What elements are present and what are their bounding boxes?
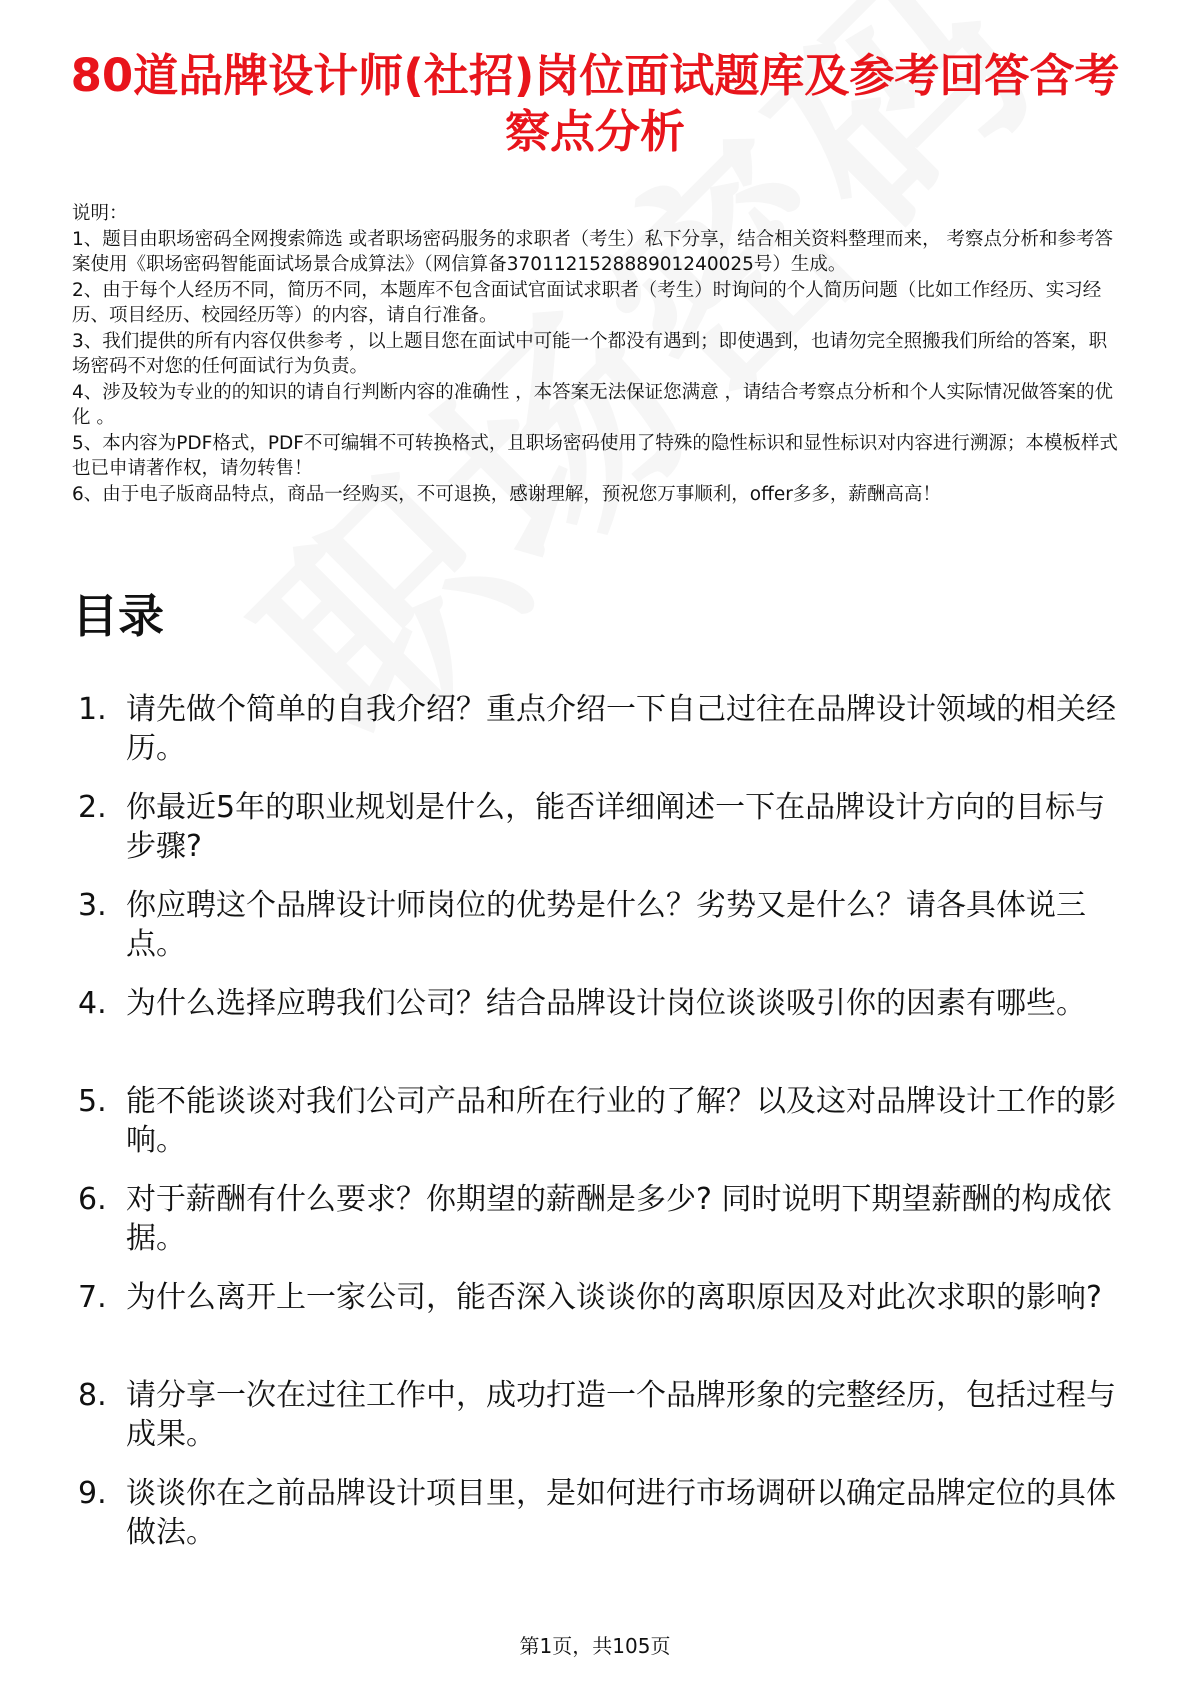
question-item: [72, 690, 1122, 788]
question-item: [72, 1474, 1122, 1572]
question-number: 9.: [78, 1476, 107, 1511]
question-number: 7.: [78, 1280, 107, 1315]
question-item: [72, 886, 1122, 984]
note-item: 3、我们提供的所有内容仅供参考 ，以上题目您在面试中可能一个都没有遇到；即使遇到，也请勿完全照搬我们所给的答案，职场密码不对您的任何面试行为负责。: [72, 330, 1108, 377]
note-item: 5、本内容为PDF格式，PDF不可编辑不可转换格式，且职场密码使用了特殊的隐性标识和显性标识对内容进行溯源；本模板样式也已申请著作权，请勿转售！: [72, 432, 1118, 479]
question-number: 3.: [78, 888, 107, 923]
question-item: [72, 1180, 1122, 1278]
question-number: 5.: [78, 1084, 107, 1119]
note-item: 2、由于每个人经历不同，简历不同，本题库不包含面试官面试求职者（考生）时询问的个人简历问题（比如工作经历、实习经历、项目经历、校园经历等）的内容，请自行准备。: [72, 279, 1102, 326]
question-text: 请先做个简单的自我介绍？重点介绍一下自己过往在品牌设计领域的相关经历。: [126, 692, 1116, 766]
question-list: [72, 690, 1122, 1572]
note-item: 4、涉及较为专业的的知识的请自行判断内容的准确性 ，本答案无法保证您满意 ，请结合考察点分析和个人实际情况做答案的优化 。: [72, 381, 1114, 428]
question-number: 4.: [78, 986, 107, 1021]
question-text: 你应聘这个品牌设计师岗位的优势是什么？劣势又是什么？请各具体说三点。: [126, 888, 1086, 962]
question-item: [72, 1082, 1122, 1180]
notes-section: [72, 201, 1122, 507]
note-item: 1、题目由职场密码全网搜索筛选 或者职场密码服务的求职者（考生）私下分享，结合相关资料整理而来， 考察点分析和参考答案使用《职场密码智能面试场景合成算法》（网信算备370112152888901240025号）生成。: [72, 228, 1114, 275]
question-text: 谈谈你在之前品牌设计项目里，是如何进行市场调研以确定品牌定位的具体做法。: [126, 1476, 1116, 1550]
question-item: [72, 788, 1122, 886]
page-footer: 第1页，共105页: [519, 1634, 671, 1658]
question-text: 为什么选择应聘我们公司？结合品牌设计岗位谈谈吸引你的因素有哪些。: [126, 986, 1086, 1021]
question-text: 为什么离开上一家公司，能否深入谈谈你的离职原因及对此次求职的影响?: [126, 1280, 1102, 1315]
question-text: 能不能谈谈对我们公司产品和所在行业的了解？以及这对品牌设计工作的影响。: [126, 1084, 1116, 1158]
note-item: 6、由于电子版商品特点，商品一经购买，不可退换，感谢理解，预祝您万事顺利，offer多多，薪酬高高！: [72, 483, 941, 505]
question-number: 1.: [78, 692, 107, 727]
question-item: [72, 1278, 1122, 1376]
question-number: 6.: [78, 1182, 107, 1217]
question-item: [72, 984, 1122, 1082]
question-text: 请分享一次在过往工作中，成功打造一个品牌形象的完整经历，包括过程与成果。: [126, 1378, 1116, 1452]
question-number: 8.: [78, 1378, 107, 1413]
question-text: 你最近5年的职业规划是什么，能否详细阐述一下在品牌设计方向的目标与步骤?: [126, 790, 1106, 864]
question-item: [72, 1376, 1122, 1474]
question-text: 对于薪酬有什么要求？你期望的薪酬是多少? 同时说明下期望薪酬的构成依据。: [126, 1182, 1112, 1256]
question-number: 2.: [78, 790, 107, 825]
toc-heading: 目录: [72, 589, 164, 643]
notes-heading: 说明：: [72, 203, 128, 224]
document-title: 80道品牌设计师(社招)岗位面试题库及参考回答含考察点分析: [70, 49, 1120, 158]
